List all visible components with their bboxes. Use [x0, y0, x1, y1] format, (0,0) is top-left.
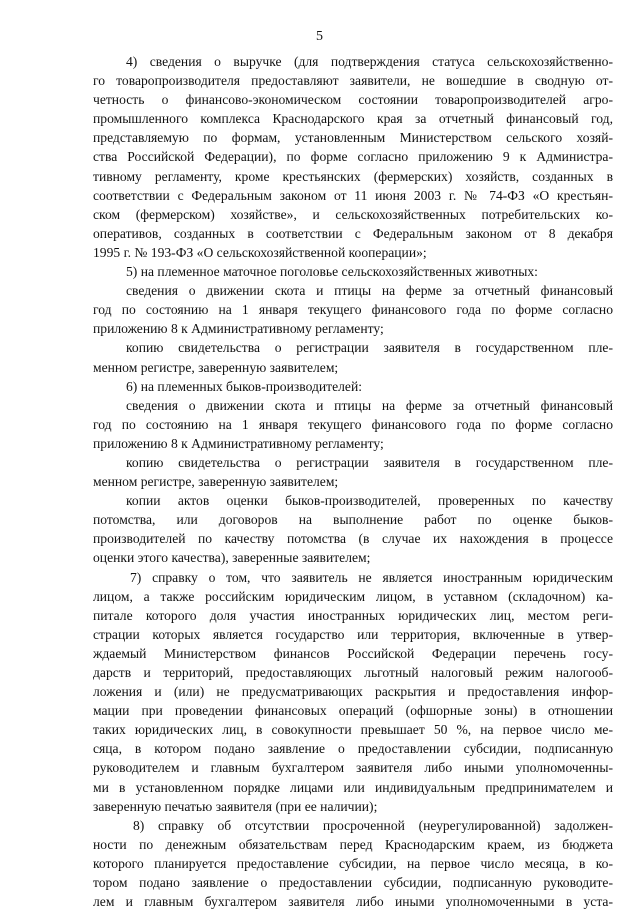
paragraph-line: приложению 8 к Административному регламенту;	[93, 435, 384, 451]
paragraph-line: 6) на племенных быков-производителей:	[126, 378, 363, 394]
paragraph-line: дарств и территорий, предоставляющих льготный налоговый режим налогооб-	[93, 665, 613, 680]
paragraph-line: четность о финансово-экономическом состоянии товаропроизводителей агро-	[93, 92, 613, 108]
paragraph-line: копию свидетельства о регистрации заявителя в государственном пле-	[126, 454, 613, 470]
paragraph-line: 8) справку об отсутствии просроченной (неурегулированной) задолжен-	[133, 817, 613, 833]
paragraph-line: тивному регламенту, кроме крестьянских (фермерских) хозяйств, созданных в	[93, 168, 613, 184]
paragraph-line: 7) справку о том, что заявитель не является иностранным юридическим	[130, 569, 613, 585]
paragraph-line: руководителем и главным бухгалтером заявителя либо иными уполномоченны-	[93, 760, 613, 776]
paragraph-line: ложения и (или) не предусматривающих раскрытия и предоставления инфор-	[93, 684, 613, 700]
paragraph-line: потомства, или договоров на выполнение работ по оценке быков-	[93, 512, 613, 528]
paragraph-line: питале которого доля участия иностранных юридических лиц, местом реги-	[93, 607, 613, 623]
paragraph-line: менном регистре, заверенную заявителем;	[93, 359, 339, 375]
paragraph-line: заверенную печатью заявителя (при ее наличии);	[93, 798, 378, 814]
paragraph-line: 5) на племенное маточное поголовье сельскохозяйственных животных:	[126, 264, 538, 280]
paragraph-line: менном регистре, заверенную заявителем;	[93, 474, 339, 490]
paragraph-line: год по состоянию на 1 января текущего финансового года по форме согласно	[93, 416, 613, 432]
paragraph-line: 4) сведения о выручке (для подтверждения статуса сельскохозяйственно-	[126, 54, 613, 69]
paragraph-line: ми в установленном порядке лицами или индивидуальным предпринимателем и	[93, 779, 613, 795]
paragraph-line: мации при проведении финансовых операций (офшорные зоны) в отношении	[93, 703, 613, 719]
paragraph-line: ском (фермерском) хозяйстве», и сельскохозяйственных потребительских ко-	[93, 206, 613, 222]
page-number: 5	[316, 29, 323, 44]
paragraph-line: приложению 8 к Административному регламенту;	[93, 321, 384, 337]
paragraph-line: сяца, в котором подано заявление о предоставлении субсидии, подписанную	[93, 741, 613, 757]
paragraph-line: го товаропроизводителя предоставляют заявители, не вошедшие в сводную от-	[93, 73, 613, 89]
paragraph-line: ства Российской Федерации), по форме согласно приложению 9 к Администра-	[93, 149, 613, 165]
paragraph-line: представляемую по формам, установленным Министерством сельского хозяй-	[93, 130, 613, 146]
paragraph-line: оперативов, созданных в соответствии с Федеральным законом от 8 декабря	[93, 225, 613, 241]
paragraph-line: производителей по качеству потомства (в случае их нахождения в процессе	[93, 531, 613, 547]
paragraph-line: которого планируется предоставление субсидии, на первое число месяца, в ко-	[93, 855, 613, 871]
paragraph-line: сведения о движении скота и птицы на ферме за отчетный финансовый	[126, 397, 613, 413]
paragraph-line: ности по денежным обязательствам перед Краснодарским краем, из бюджета	[93, 836, 613, 852]
paragraph-line: сведения о движении скота и птицы на ферме за отчетный финансовый	[126, 283, 613, 299]
document-body	[93, 52, 613, 911]
paragraph-line: копии актов оценки быков-производителей, проверенных по качеству	[126, 493, 613, 509]
paragraph-line: копию свидетельства о регистрации заявителя в государственном пле-	[126, 340, 613, 356]
paragraph-line: лицом, а также российским юридическим лицом, в уставном (складочном) ка-	[93, 588, 613, 604]
paragraph-line: оценки этого качества), заверенные заявителем;	[93, 550, 371, 566]
paragraph-line: соответствии с Федеральным законом от 11 июня 2003 г. № 74-ФЗ «О крестьян-	[93, 187, 613, 203]
paragraph-line: таких юридических лиц, в совокупности превышает 50 %, на первое число ме-	[93, 722, 613, 738]
paragraph-line: ждаемый Министерством финансов Российской Федерации перечень госу-	[93, 645, 613, 661]
paragraph-line: 1995 г. № 193-ФЗ «О сельскохозяйственной кооперации»;	[93, 244, 427, 260]
paragraph-line: тором подано заявление о предоставлении субсидии, подписанную руководите-	[93, 875, 613, 891]
paragraph-line: год по состоянию на 1 января текущего финансового года по форме согласно	[93, 302, 613, 318]
paragraph-line: промышленного комплекса Краснодарского края за отчетный финансовый год,	[93, 111, 613, 127]
paragraph-line: страции которых является государство или территория, включенные в утвер-	[93, 626, 613, 642]
paragraph-line: лем и главным бухгалтером заявителя либо иными уполномоченными в уста-	[93, 894, 613, 910]
